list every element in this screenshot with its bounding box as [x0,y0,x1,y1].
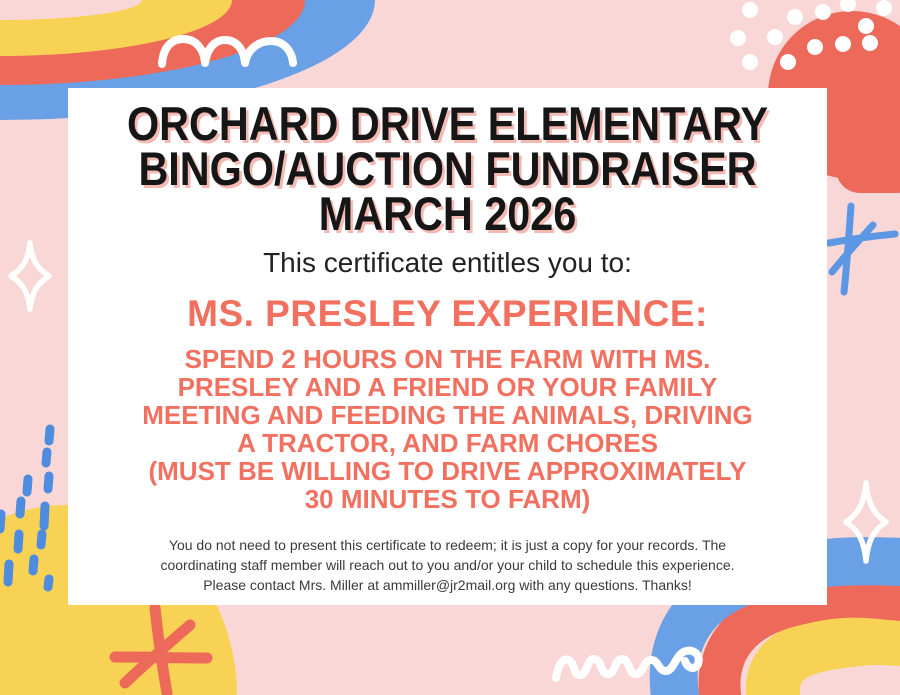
title-line: MARCH 2026 [318,187,577,240]
fine-print-line: coordinating staff member will reach out to you and/or your child to schedule this experience. [160,557,735,573]
description-line: (MUST BE WILLING TO DRIVE APPROXIMATELY [148,456,747,486]
fine-print-line: You do not need to present this certificate to redeem; it is just a copy for your records. The [168,537,727,553]
white-sparkle-outline-icon [11,243,49,309]
description-line: 30 MINUTES TO FARM) [304,484,591,514]
description-line: SPEND 2 HOURS ON THE FARM WITH MS. [184,344,711,374]
certificate-subtitle: This certificate entitles you to: [263,247,632,278]
certificate-title [114,97,782,240]
title-line: BINGO/AUCTION FUNDRAISER [138,142,757,195]
fine-print-line: Please contact Mrs. Miller at ammiller@jr2mail.org with any questions. Thanks! [203,577,692,593]
experience-heading: MS. PRESLEY EXPERIENCE: [187,293,708,334]
certificate-card [68,88,827,605]
description-line: A TRACTOR, AND FARM CHORES [237,428,658,458]
title-line: ORCHARD DRIVE ELEMENTARY [126,97,769,150]
blue-asterisk-icon [829,206,895,292]
description-line: PRESLEY AND A FRIEND OR YOUR FAMILY [177,372,718,402]
fine-print [68,535,827,595]
experience-description [68,345,827,513]
description-line: MEETING AND FEEDING THE ANIMALS, DRIVING [142,400,753,430]
